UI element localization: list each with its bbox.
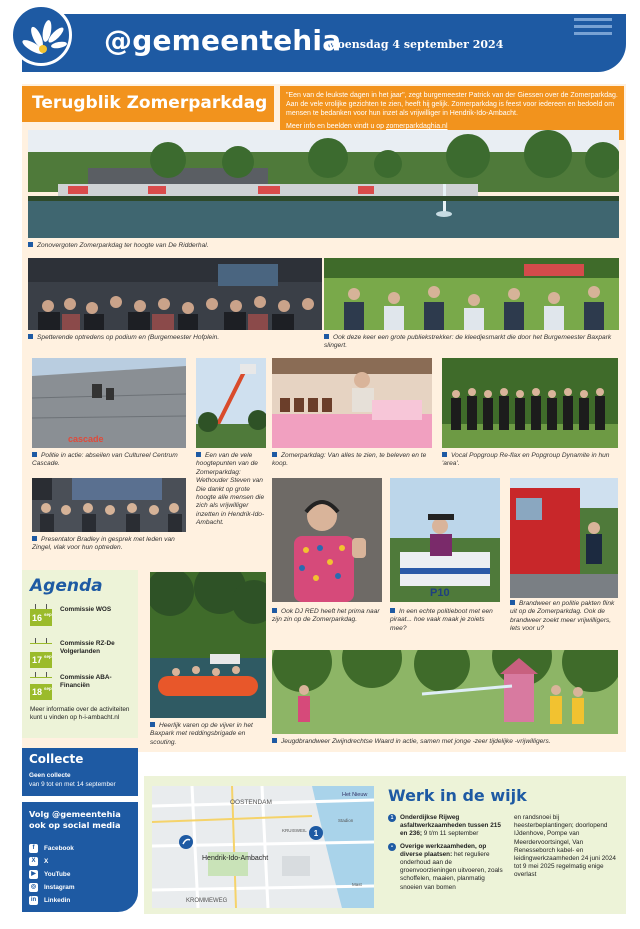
svg-text:OOSTENDAM: OOSTENDAM bbox=[230, 799, 272, 806]
wijk-title: Werk in de wijk bbox=[388, 786, 527, 805]
photo-popgroup bbox=[442, 358, 618, 448]
caption-11: Brandweer en politie pakten flink uit op de Zomerparkdag. Ook de brandweer zoekt meer vrijwilligers, lets voor u? bbox=[510, 600, 615, 633]
x-icon: X bbox=[29, 857, 38, 866]
issue-date: woensdag 4 september 2024 bbox=[328, 38, 504, 51]
collecte-line2: van 9 tot en met 14 september bbox=[29, 781, 116, 788]
photo-kleedjesmarkt bbox=[324, 258, 619, 330]
agenda-more-info: Meer informatie over de activiteiten kunt u vinden op h-i-ambacht.nl bbox=[30, 706, 130, 722]
agenda-item bbox=[30, 638, 140, 664]
svg-text:Het Nieuw: Het Nieuw bbox=[342, 792, 368, 798]
photo-varen-vijver bbox=[150, 572, 266, 718]
instagram-icon: ◎ bbox=[30, 884, 37, 890]
caption-3: Ook deze keer een grote publiekstrekker: de kleedjesmarkt die door het Burgemeester Baxpark slingert. bbox=[324, 334, 612, 350]
agenda-date: 16 sep bbox=[30, 610, 52, 626]
caption-13: Jeugdbrandweer Zwijndrechtse Waard in actie, samen met jonge -zeer tijdelijke -vrijwilligers. bbox=[272, 738, 618, 746]
caption-5: Een van de vele hoogtepunten van de Zomerparkdag: Wethouder Steven van Die dankt op grote hoogte alle mensen die zich als vrijwilliger inzetten in Hendrik-Ido-Ambacht. bbox=[196, 452, 265, 527]
wijk-column-2: en randsnoei bij heesterbeplantingen; doorlopend IJdenhove, Pompe van Meerdervoortsingel, Van Renesseborch kabel- en leidingwerkzaamheden 24 juni 2024 tot 9 mei 2025 regelmatig enige overlast bbox=[514, 814, 616, 879]
photo-hoogwerker bbox=[196, 358, 266, 448]
svg-text:Stadion: Stadion bbox=[338, 818, 354, 823]
photo-podium bbox=[28, 258, 322, 330]
caption-8: Presentator Bradley in gesprek met leden van Zingel, vlak voor hun optreden. bbox=[32, 536, 175, 552]
header-decoration bbox=[574, 18, 612, 39]
caption-1: Zonovergoten Zomerparkdag ter hoogte van De Ridderhal. bbox=[28, 242, 328, 250]
svg-text:Hendrik-Ido-Ambacht: Hendrik-Ido-Ambacht bbox=[202, 855, 269, 862]
boat-number: P10 bbox=[430, 587, 450, 599]
wijk-item-1: 1 Onderdijkse Rijweg asfaltwerkzaamheden tussen 215 en 236; 9 t/m 11 september bbox=[388, 814, 506, 839]
youtube-icon: ▶ bbox=[29, 870, 38, 879]
gemeente-logo-icon bbox=[10, 4, 72, 66]
agenda-item bbox=[30, 604, 140, 630]
caption-9: Ook DJ RED heeft het prima naar zijn zin op de Zomerparkdag. bbox=[272, 608, 380, 624]
photo-kraampjes bbox=[272, 358, 432, 448]
photo-cascade-abseilen bbox=[32, 358, 186, 448]
social-panel: Volg @gemeentehia ook op social media f Facebook X X ▶ YouTube ◎ Instagram in Linkedin bbox=[22, 802, 138, 912]
section-title: Terugblik Zomerparkdag bbox=[32, 93, 268, 113]
photo-politieboot bbox=[390, 478, 500, 602]
facebook-icon: f bbox=[29, 844, 38, 853]
wijk-column-1 bbox=[388, 814, 506, 896]
wijk-item-2: • Overige werkzaamheden, op diverse plaatsen: het reguliere onderhoud aan de groenvoorzieningen uitvoeren, zoals schoffelen, maaien, planmatig snoeien van bomen bbox=[388, 843, 506, 892]
zomerparkdag-link[interactable]: zomerparkdaghia.nl bbox=[386, 123, 448, 130]
photo-brandweer bbox=[510, 478, 618, 598]
section-title-box bbox=[22, 86, 274, 122]
svg-text:1: 1 bbox=[313, 829, 319, 838]
calendar-icon bbox=[30, 672, 52, 678]
caption-2: Spetterende optredens op podium en (Burgemeester Hofplein. bbox=[28, 334, 318, 342]
wijk-map[interactable] bbox=[152, 786, 374, 908]
caption-10: In een echte politieboot met een piraat... hoe vaak maak je zoiets mee? bbox=[390, 608, 493, 632]
agenda-name: Commissie WOS bbox=[60, 606, 112, 613]
werk-in-de-wijk-panel bbox=[144, 776, 626, 914]
svg-text:KROMMEWEG: KROMMEWEG bbox=[186, 898, 228, 904]
svg-text:Mast: Mast bbox=[352, 882, 362, 887]
cascade-sign: cascade bbox=[68, 434, 104, 444]
agenda-date: 17 sep bbox=[30, 652, 52, 668]
svg-text:KRUISWEIL: KRUISWEIL bbox=[282, 828, 307, 833]
intro-more: Meer info en beelden vindt u op zomerparkdaghia.nl bbox=[286, 123, 448, 130]
photo-ridderhal-pond bbox=[28, 130, 619, 238]
collecte-line1: Geen collecte bbox=[29, 772, 71, 779]
header-banner bbox=[22, 14, 626, 72]
agenda-item bbox=[30, 672, 140, 698]
agenda-panel bbox=[22, 570, 138, 738]
social-title: Volg @gemeentehia ook op social media bbox=[29, 809, 121, 830]
caption-7: Vocal Popgroup Re-flax en Popgroup Dynamite in hun 'area'. bbox=[442, 452, 610, 468]
agenda-name: Commissie RZ-De Volgerlanden bbox=[60, 640, 115, 655]
brand-title: @gemeentehia bbox=[104, 24, 342, 57]
caption-6: Zomerparkdag: Van alles te zien, te beleven en te koop. bbox=[272, 452, 427, 468]
intro-text: "Een van de leukste dagen in het jaar", zegt burgemeester Patrick van der Giessen over de Zomerparkdag. Aan de vele vrolijke gezichten te zien, heeft hij gelijk. Zomerparkdag is feest voor iedereen en bedoeld om mensen te bedanken voor hun inzet als vrijwilliger in Hendrik-Ido-Ambacht. bbox=[286, 92, 618, 117]
photo-jeugdbrandweer bbox=[272, 650, 618, 734]
calendar-icon bbox=[30, 638, 52, 644]
collecte-panel bbox=[22, 748, 138, 796]
collecte-title: Collecte bbox=[29, 752, 84, 766]
number-marker-icon: 1 bbox=[388, 814, 396, 822]
agenda-name: Commissie ABA-Financiën bbox=[60, 674, 112, 689]
agenda-date: 18 sep bbox=[30, 684, 52, 700]
caption-12: Heerlijk varen op de vijver in het Baxpark met reddingsbrigade en scouting. bbox=[150, 722, 253, 746]
photo-presentator bbox=[32, 478, 186, 532]
photo-dj-red bbox=[272, 478, 382, 602]
caption-4: Politie in actie: abseilen van Cultureel Centrum Cascade. bbox=[32, 452, 178, 468]
agenda-title: Agenda bbox=[30, 576, 103, 596]
linkedin-icon: in bbox=[30, 897, 37, 903]
general-marker-icon: • bbox=[388, 843, 396, 851]
